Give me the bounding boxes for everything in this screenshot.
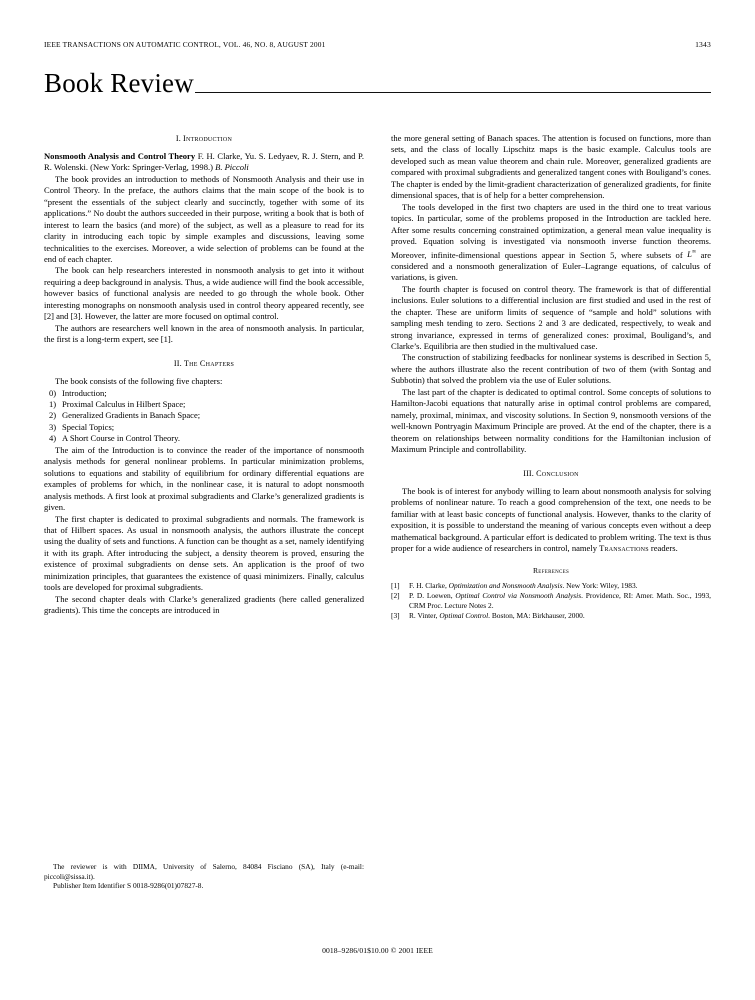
book-authors: F. H. Clarke, Yu. S. Ledyaev, R. J. Stern, and P. R. Wolenski. (New York: Springer-Verlag, 1998.) [44, 150, 364, 173]
reviewer-name: B. Piccoli [215, 162, 249, 173]
copyright-line: 0018–9286/01$10.00 © 2001 IEEE [322, 946, 433, 955]
reference-authors: R. Vinter, [409, 610, 440, 620]
running-head-journal: IEEE TRANSACTIONS ON AUTOMATIC CONTROL, VOL. 46, NO. 8, AUGUST 2001 [44, 40, 326, 49]
section-title-1: Introduction [183, 134, 233, 143]
list-item [44, 433, 364, 444]
section-heading-conclusion [391, 468, 711, 479]
reference-title: Optimal Control [439, 610, 489, 620]
paragraph-right-3: The fourth chapter is focused on control theory. The framework is that of differential inclusions. Euler solutions to a differential inclusion are first studied and used in the rest of the chapter. These are uniform limits of sequence of “sample and hold” solutions with sampling mesh tending to zero. Sections 2 and 3 are dedicated, respectively, to weak and strong invariance, expressed in terms of generalized cones: proximal, Bouligand’s, and Clarke’s. Equilibria are then studied in the multivalued case. [391, 283, 711, 351]
paragraph-right-2 [391, 202, 711, 284]
right-column [391, 133, 711, 621]
math-symbol-L-infinity [687, 249, 696, 259]
paragraph-right-6 [391, 486, 711, 555]
chapter-number: 0) [49, 387, 57, 398]
chapter-list [44, 388, 364, 445]
math-base: L [687, 249, 692, 260]
paragraph-left-4: The book consists of the following five chapters: [55, 376, 223, 387]
reference-authors: F. H. Clarke, [409, 581, 449, 591]
paragraph-right-2-part2: are considered and a nonsmooth generalization of Euler–Lagrange equations, of calculus of variations, is given. [391, 249, 712, 283]
chapter-label: Special Topics; [62, 421, 115, 432]
section-number-2: II. [173, 359, 182, 369]
paragraph-right-6-part1: The book is of interest for anybody willing to learn about nonsmooth analysis for solving problems of nonlinear nature. To reach a good comprehension of the text, one needs to be familiar with at least basic concepts of functional analysis. However, thanks to the clarity of exposition, it is possible to understand the meaning of various concepts even without a deep mathematical background. A particular effort is dedicated to problem writing. The text is thus proper for a wide audience of researchers in control, namely [391, 485, 711, 554]
paragraph-right-1: the more general setting of Banach spaces. The attention is focused on functions, more than sets, and the class of locally Lipschitz maps is the basic example. Calculus tools are developed such as mean value theorem and chain rule. Moreover, generalized gradients are compared with proximal subgradients and generalized tangent cones with Bouligand’s cones. The chapter is ended by the limit-gradient characterization of generalized gradients, for finite dimensional spaces, that is of help for a better comprehension. [391, 133, 711, 201]
reference-label: [1] [391, 581, 400, 591]
transactions-smallcaps: Transactions [599, 543, 649, 554]
department-header [44, 68, 711, 98]
paragraph-right-2-part1: The tools developed in the first two chapters are used in the third one to treat various topics. In particular, some of the problems proposed in the Introduction are tackled here. After some results concerning constrained optimization, a general mean value inequality is proved. Equation solving is investigated via nonsmooth inverse function theorems. Moreover, infinite-dimensional questions appear in Section 5, where subsets of [391, 201, 711, 260]
section-heading-introduction [44, 133, 364, 144]
references-section [391, 566, 711, 621]
paragraph-left-5: The aim of the Introduction is to convince the reader of the importance of nonsmooth analysis methods for general nonlinear problems. In particular minimization problems, solutions to equations and stability of equilibrium for ordinary differential equations are examples of problems for which, in the nonlinear case, it is natural to adopt nonsmooth analysis methods. A first look at proximal subgradients and Clarke’s generalized gradients is given. [44, 444, 364, 513]
chapter-label: Generalized Gradients in Banach Space; [62, 410, 201, 421]
footnote-block [44, 862, 364, 891]
paragraph-left-6: The first chapter is dedicated to proximal subgradients and normals. The framework is that of Hilbert spaces. As usual in nonsmooth analysis, the authors illustrate the concept using the duality of sets and functions. A function can be thought as a set, namely identifying it with its graph. After introducing the subject, a density theorem is proved, ensuring the existence of proximal subgradients on dense sets. An application is the proof of two minimization principles, that guarantees the existence of quasi minimizers. Finally, calculus tools are developed for proximal subgradients. [44, 513, 364, 593]
book-title: Nonsmooth Analysis and Control Theory [44, 150, 196, 161]
running-head [44, 40, 711, 49]
section-title-3: Conclusion [536, 469, 579, 479]
book-citation [44, 151, 364, 174]
reference-publication: . Boston, MA: Birkhauser, 2000. [488, 610, 585, 620]
reference-item [391, 591, 711, 610]
running-head-page-number: 1343 [695, 40, 711, 49]
chapter-label: Proximal Calculus in Hilbert Space; [62, 399, 186, 410]
reference-label: [2] [391, 591, 400, 601]
list-item [44, 422, 364, 433]
paragraph-left-2: The book can help researchers interested in nonsmooth analysis to get into it without requiring a deep background in analysis. Thus, a wide audience will find the book accessible, however basics of functional analysis are needed to go through the whole book. Other interesting monographs on nonsmooth analysis used in control theory appeared recently, see [2] and [3]. However, the latter are more focused on optimal control. [44, 265, 364, 322]
reference-authors: P. D. Loewen, [409, 591, 456, 601]
chapter-label: A Short Course in Control Theory. [62, 433, 180, 444]
math-superscript: ∞ [691, 249, 697, 256]
section-number-1: I. [175, 134, 181, 143]
paragraph-left-1: The book provides an introduction to methods of Nonsmooth Analysis and their use in Control Theory. In the preface, the authors claims that the main scope of the book is to “present the essentials of the subject clearly and succinctly, together with some of its applications.” No doubt the authors succeeded in their purpose, writing a book that is both of interest to learn the basics (and more) of the subject, as well as a pleasure to read for its clarity in introducing each topic by simple examples and discussions, leaving some technicalities to the exercises. Moreover, a wide selection of problems can be found at the end of each chapter. [44, 173, 364, 265]
section-number-3: III. [523, 469, 534, 479]
reference-item [391, 581, 711, 591]
list-item [44, 399, 364, 410]
section-title-2: The Chapters [183, 359, 235, 369]
left-column [44, 133, 364, 617]
chapter-number: 1) [49, 399, 57, 410]
chapter-label: Introduction; [62, 387, 107, 398]
paragraph-left-3: The authors are researchers well known in the area of nonsmooth analysis. In particular, the first is a long-term expert, see [1]. [44, 322, 364, 345]
chapter-number: 4) [49, 433, 57, 444]
section-heading-chapters [44, 358, 364, 369]
page-title: Book Review [44, 68, 194, 98]
page-footer [0, 946, 755, 955]
reference-title: Optimal Control via Nonsmooth Analysis [455, 591, 582, 601]
paragraph-right-5: The last part of the chapter is dedicated to optimal control. Some concepts of solutions to Hamilton-Jacobi equations that naturally arise in optimal control problems are compared, namely, proximal, minimax, and viscosity solutions. In Section 9, nonsmooth versions of the well-known Pontryagin Maximum Principle are proved. At the end of the chapter, there is a theorem on relationships between normality conditions for the Hamiltonian inclusion of Maximum Principle and controllability. [391, 386, 711, 455]
list-item [44, 410, 364, 421]
title-rule [195, 92, 711, 93]
paragraph-left-7: The second chapter deals with Clarke’s generalized gradients (here called generalized gradients). This time the concepts are introduced in [44, 593, 364, 616]
reference-publication: . New York: Wiley, 1983. [562, 581, 638, 591]
footnote-affiliation: The reviewer is with DIIMA, University of Salerno, 84084 Fisciano (SA), Italy (e-mail: piccoli@sissa.it). [44, 862, 364, 881]
reference-title: Optimization and Nonsmooth Analysis [448, 581, 563, 591]
list-item [44, 388, 364, 399]
footnote-publisher-id: Publisher Item Identifier S 0018-9286(01)07827-8. [53, 881, 204, 891]
chapter-number: 2) [49, 410, 57, 421]
reference-label: [3] [391, 610, 400, 620]
paragraph-right-4: The construction of stabilizing feedbacks for nonlinear systems is described in Section 5, where the authors illustrate also the recent contribution of two of them (with Sontag and Subbotin) that solved the problem via the use of Euler solutions. [391, 352, 711, 386]
reference-publication: . Providence, RI: Amer. Math. Soc., 1993, CRM Proc. Lecture Notes 2. [409, 591, 711, 610]
chapter-number: 3) [49, 421, 57, 432]
references-heading: References [532, 565, 570, 575]
paragraph-right-6-part2: readers. [648, 543, 678, 554]
reference-item [391, 611, 711, 621]
